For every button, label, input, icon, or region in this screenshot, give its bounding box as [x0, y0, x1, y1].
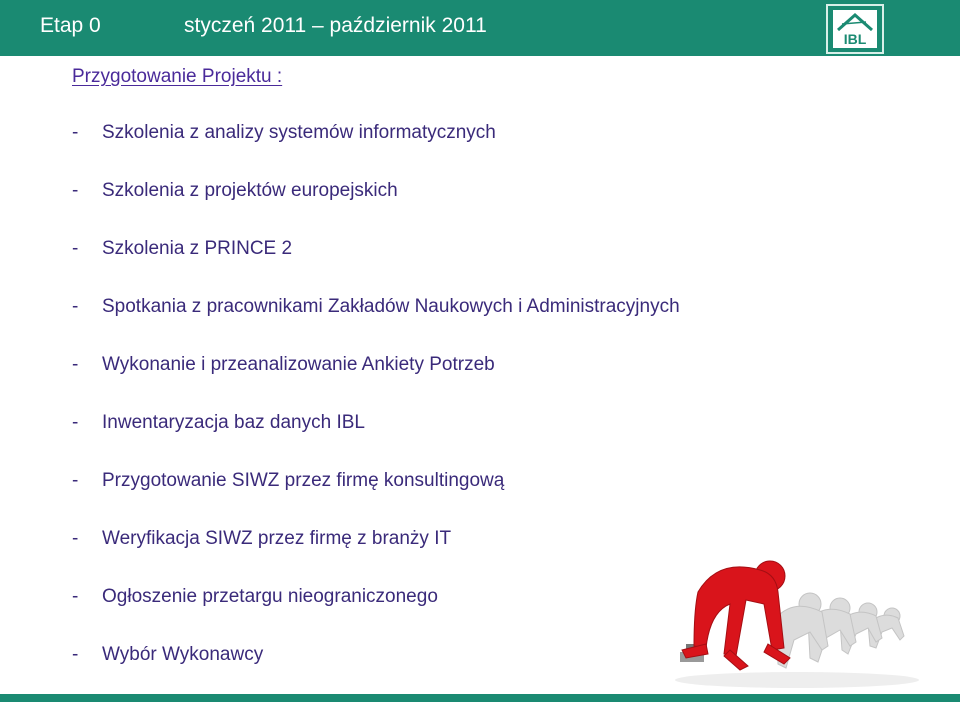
list-dash: -	[72, 122, 79, 143]
list-item-text: Wykonanie i przeanalizowanie Ankiety Potrzeb	[102, 354, 495, 375]
sprinters-illustration	[672, 540, 922, 690]
list-item-text: Inwentaryzacja baz danych IBL	[102, 412, 365, 433]
list-item-text: Szkolenia z analizy systemów informatycznych	[102, 122, 496, 143]
section-title: Przygotowanie Projektu :	[72, 66, 283, 87]
list-dash: -	[72, 296, 79, 317]
list-item	[72, 412, 365, 434]
list-dash: -	[72, 354, 79, 375]
list-item	[72, 180, 398, 202]
list-item-text: Szkolenia z PRINCE 2	[102, 238, 293, 259]
list-item	[72, 296, 680, 318]
list-item-text: Przygotowanie SIWZ przez firmę konsultingową	[102, 470, 505, 491]
list-dash: -	[72, 586, 79, 607]
list-item	[72, 354, 495, 376]
footer-bar	[0, 694, 960, 702]
logo-text: IBL	[843, 31, 867, 47]
list-item	[72, 470, 504, 492]
list-item-text: Wybór Wykonawcy	[102, 644, 264, 665]
ibl-logo	[826, 4, 884, 54]
list-dash: -	[72, 180, 79, 201]
header-bar	[0, 0, 960, 56]
list-dash: -	[72, 528, 79, 549]
list-dash: -	[72, 412, 79, 433]
date-range: styczeń 2011 – październik 2011	[184, 14, 487, 37]
list-item	[72, 586, 438, 608]
stage-title: Etap 0	[40, 14, 101, 37]
list-item	[72, 122, 496, 144]
list-item-text: Weryfikacja SIWZ przez firmę z branży IT	[102, 528, 452, 549]
list-item-text: Ogłoszenie przetargu nieograniczonego	[102, 586, 438, 607]
list-item	[72, 238, 292, 260]
list-dash: -	[72, 470, 79, 491]
list-dash: -	[72, 644, 79, 665]
list-item	[72, 528, 451, 550]
list-item-text: Spotkania z pracownikami Zakładów Naukowych i Administracyjnych	[102, 296, 680, 317]
list-dash: -	[72, 238, 79, 259]
list-item	[72, 644, 263, 666]
list-item-text: Szkolenia z projektów europejskich	[102, 180, 398, 201]
